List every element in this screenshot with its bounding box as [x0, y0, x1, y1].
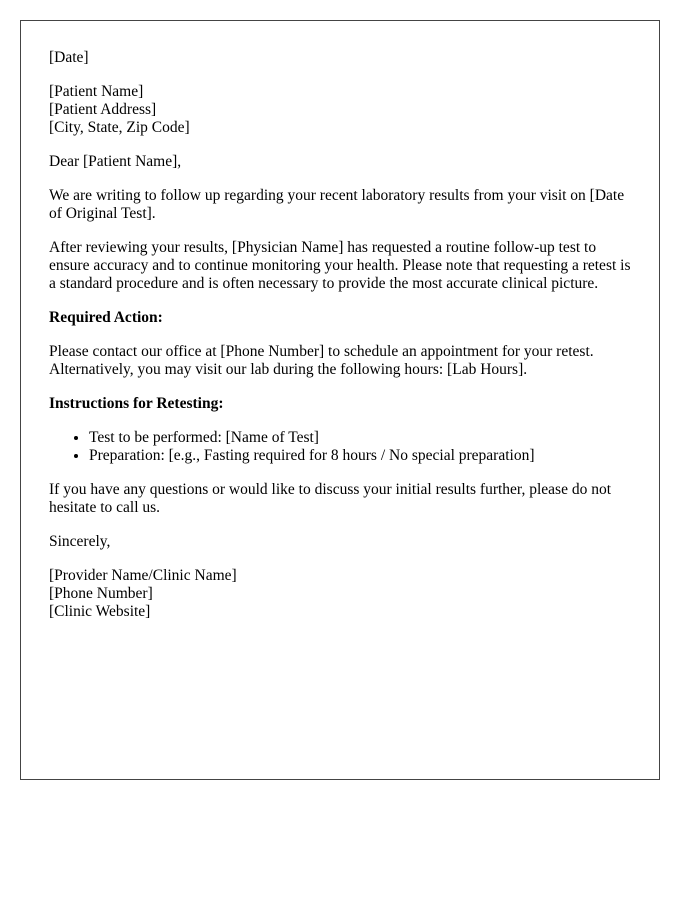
intro-paragraph: We are writing to follow up regarding your recent laboratory results from your visit on [Date of Original Test].	[49, 187, 625, 222]
instructions-list	[49, 429, 631, 465]
required-action-text: Please contact our office at [Phone Number] to schedule an appointment for your retest. Alternatively, you may visit our lab during the following hours: [Lab Hours].	[49, 343, 594, 378]
recipient-block	[49, 83, 631, 137]
recipient-address: [Patient Address]	[49, 101, 157, 118]
required-action-heading: Required Action:	[49, 309, 163, 326]
review-paragraph: After reviewing your results, [Physician Name] has requested a routine follow-up test to ensure accuracy and to continue monitoring your health. Please note that requesting a retest is a standard procedure and is often necessary to provide the most accurate clinical picture.	[49, 239, 631, 292]
letter-page	[20, 20, 660, 780]
questions-paragraph: If you have any questions or would like to discuss your initial results further, please do not hesitate to call us.	[49, 481, 612, 516]
signature-block	[49, 567, 631, 621]
letter-date: [Date]	[49, 49, 89, 66]
instruction-item-test: • Test to be performed: [Name of Test]	[89, 429, 631, 447]
signature-website: [Clinic Website]	[49, 603, 151, 620]
instructions-heading: Instructions for Retesting:	[49, 395, 224, 412]
instruction-item-preparation: • Preparation: [e.g., Fasting required for 8 hours / No special preparation]	[89, 447, 631, 465]
salutation: Dear [Patient Name],	[49, 153, 182, 170]
signature-provider: [Provider Name/Clinic Name]	[49, 567, 237, 584]
signature-phone: [Phone Number]	[49, 585, 153, 602]
recipient-city-state-zip: [City, State, Zip Code]	[49, 119, 190, 136]
closing: Sincerely,	[49, 533, 111, 550]
recipient-name: [Patient Name]	[49, 83, 144, 100]
